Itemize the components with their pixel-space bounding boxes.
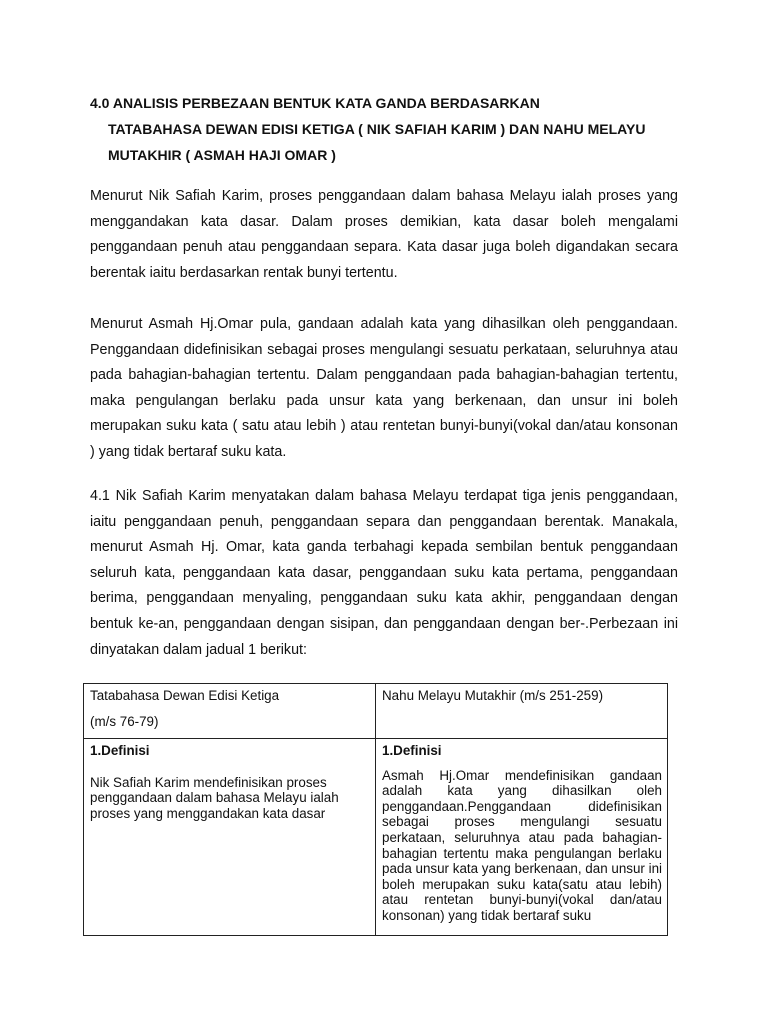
comparison-table [83, 683, 668, 936]
heading-line-1: 4.0 ANALISIS PERBEZAAN BENTUK KATA GANDA BERDASARKAN [90, 95, 540, 111]
table-header-cell-nahu [376, 684, 668, 739]
header-pages-tatabahasa: (m/s 76-79) [90, 713, 159, 729]
section-label-definisi: 1.Definisi [382, 743, 442, 758]
table-header-cell-tatabahasa [84, 684, 376, 739]
definition-text-nik-safiah: Nik Safiah Karim mendefinisikan proses penggandaan dalam bahasa Melayu ialah proses yang menggandakan kata dasar [90, 774, 339, 821]
table-row [84, 739, 668, 936]
paragraph-asmah: Menurut Asmah Hj.Omar pula, gandaan adalah kata yang dihasilkan oleh penggandaan. Penggandaan didefinisikan sebagai proses mengulangi sesuatu perkataan, seluruhnya atau pada bahagian-bahagian tertentu. Dalam penggandaan pada bahagian-bahagian tertentu, maka pengulangan berlaku pada unsur kata yang berkenaan, dan unsur ini boleh merupakan suku kata ( satu atau lebih ) atau rentetan bunyi-bunyi(vokal dan/atau konsonan ) yang tidak bertaraf suku kata. [90, 316, 678, 460]
paragraph-4-1: 4.1 Nik Safiah Karim menyatakan dalam bahasa Melayu terdapat tiga jenis penggandaan, iaitu penggandaan penuh, penggandaan separa dan penggandaan berentak. Manakala, menurut Asmah Hj. Omar, kata ganda terbahagi kepada sembilan bentuk penggandaan seluruh kata, penggandaan kata dasar, penggandaan suku kata pertama, penggandaan berima, penggandaan menyaling, penggandaan suku kata akhir, penggandaan dengan bentuk ke-an, penggandaan dengan sisipan, dan penggandaan dengan ber-.Perbezaan ini dinyatakan dalam jadual 1 berikut: [90, 488, 678, 658]
definition-text-asmah: Asmah Hj.Omar mendefinisikan gandaan adalah kata yang dihasilkan oleh penggandaan.Penggandaan didefinisikan sebagai proses mengulangi sesuatu perkataan, seluruhnya atau pada bahagian-bahagian tertentu maka pengulangan berlaku pada unsur kata yang berkenaan, dan unsur ini boleh merupakan suku kata(satu atau lebih) atau rentetan bunyi-bunyi(vokal dan/atau konsonan) yang tidak bertaraf suku [382, 767, 662, 923]
table-header-row [84, 684, 668, 739]
table-cell-nahu-definisi [376, 739, 668, 936]
section-heading [90, 90, 690, 168]
heading-line-2: TATABAHASA DEWAN EDISI KETIGA ( NIK SAFIAH KARIM ) DAN NAHU MELAYU [108, 121, 646, 137]
header-title-nahu: Nahu Melayu Mutakhir (m/s 251-259) [382, 688, 604, 703]
paragraph-nik-safiah: Menurut Nik Safiah Karim, proses penggandaan dalam bahasa Melayu ialah proses yang menggandakan kata dasar. Dalam proses demikian, kata dasar boleh mengalami penggandaan penuh atau penggandaan separa. Kata dasar juga boleh digandakan secara berentak iaitu berdasarkan rentak bunyi tertentu. [90, 188, 678, 281]
header-title-tatabahasa: Tatabahasa Dewan Edisi Ketiga [90, 688, 280, 703]
heading-line-3: MUTAKHIR ( ASMAH HAJI OMAR ) [108, 147, 336, 163]
section-label-definisi: 1.Definisi [90, 743, 150, 758]
table-cell-tatabahasa-definisi [84, 739, 376, 936]
